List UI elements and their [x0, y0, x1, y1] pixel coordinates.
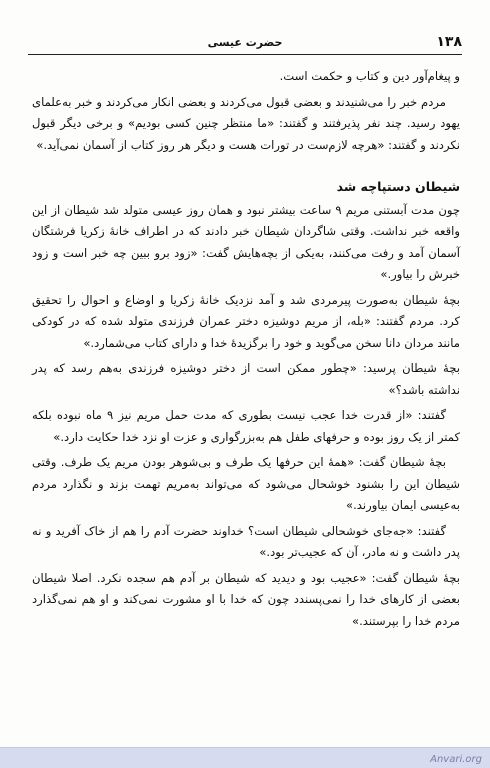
paragraph: گفتند: «از قدرت خدا عجب نیست بطوری که مدت حمل مریم نیز ۹ ماه نبوده بلکه کمتر از یک روز بوده و حرفهای طفل هم به‌بزرگواری و عزت او نزد خدا حکایت دارد.»: [32, 408, 460, 444]
paragraph: و پیغام‌آور دین و کتاب و حکمت است.: [279, 69, 460, 83]
paragraph: بچهٔ شیطان گفت: «عجیب بود و دیدید که شیطان بر آدم هم سجده نکرد. اصلا شیطان بعضی از کارهای خدا را نمی‌پسندد چون که خدا با او مشورت نمی‌کند و او هم نمی‌گذارد مردم خدا را بپرستند.»: [32, 570, 460, 628]
body-text: [32, 66, 460, 636]
page-number: ۱۳۸: [436, 34, 462, 50]
footer-bar: [0, 747, 490, 768]
paragraph: بچهٔ شیطان پرسید: «چطور ممکن است از دختر دوشیزه فرزندی به‌هم رسد که پدر نداشته باشد؟»: [32, 361, 460, 397]
paragraph: گفتند: «جه‌جای خوشحالی شیطان است؟ خداوند حضرت آدم را هم از خاک آفرید و نه پدر داشت و نه مادر، آن که عجیب‌تر بود.»: [32, 523, 460, 559]
running-head: [28, 32, 462, 55]
paragraph: بچهٔ شیطان گفت: «همهٔ این حرفها یک طرف و بی‌شوهر بودن مریم یک طرف. وقتی شیطان این را بشنود خوشحال می‌شود که می‌تواند به‌مریم تهمت بزند و نگذارد مردم به‌عیسی ایمان بیاورند.»: [32, 455, 460, 512]
paragraph: مردم خبر را می‌شنیدند و بعضی قبول می‌کردند و بعضی انکار می‌کردند و خبر به‌علمای یهود رسید. چند نفر پذیرفتند و گفتند: «ما منتظر چنین کسی بودیم» و برخی دیگر قبول نکردند و گفتند: «هرچه لازم‌ست در تورات هست و دیگر هر روز کتاب از آسمان نمی‌آید.»: [32, 94, 460, 152]
watermark-text: Anvari.org: [430, 754, 482, 765]
running-title: حضرت عیسی: [207, 36, 283, 49]
paragraph: بچهٔ شیطان به‌صورت پیرمردی شد و آمد نزدیک خانهٔ زکریا و اوضاع و احوال را تحقیق کرد. مردم گفتند: «بله، از مریم دوشیزه دختر عمران فرزندی متولد شده که در کودکی مانند مردان دانا سخن می‌گوید و خود را برگزیدهٔ خدا و دارای کتاب می‌شمارد.»: [32, 292, 460, 350]
section-heading: شیطان دستپاچه شد: [336, 179, 460, 194]
paragraph: چون مدت آبستنی مریم ۹ ساعت بیشتر نبود و همان روز عیسی متولد شد شیطان از این واقعه خبر نداشت. وقتی شاگردان شیطان خبر دادند که در اطراف خانهٔ زکریا فرشتگان آسمان آمد و رفت می‌کنند، به‌یکی از بچه‌هایش گفت: «زود برو ببین چه خبر است و زود خبرش را بیاور.»: [32, 202, 460, 281]
